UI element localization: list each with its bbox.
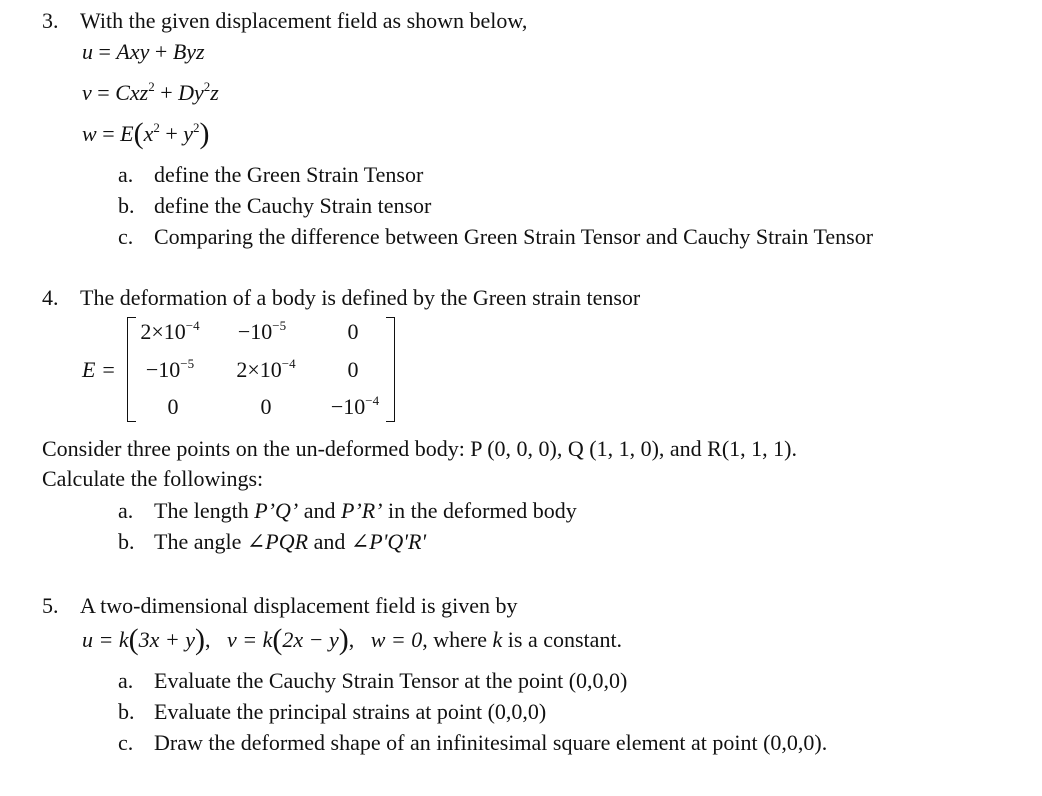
q3-item-c-text: Comparing the difference between Green Strain Tensor and Cauchy Strain Tensor xyxy=(154,224,874,249)
q3-eq-w-exp1: 2 xyxy=(153,120,160,135)
q3-eq-w-y: y xyxy=(183,121,194,146)
q3-eq-v-exp1: 2 xyxy=(148,79,155,94)
q4-item-a-text: The length P’Q’ and P’R’ in the deformed body xyxy=(154,498,577,523)
q3-eq-v-exp2: 2 xyxy=(203,79,211,94)
q5-item-b-text: Evaluate the principal strains at point (0,0,0) xyxy=(154,699,547,724)
q4-number: 4. xyxy=(42,285,59,310)
q5-number: 5. xyxy=(42,593,59,618)
q3-item-c-label: c. xyxy=(118,224,134,249)
q3-eq-w-e: E xyxy=(120,121,134,146)
q4-item-b-label: b. xyxy=(118,529,135,554)
q3-intro: With the given displacement field as shown below, xyxy=(80,8,528,33)
q3-eq-v-plus: + xyxy=(160,80,173,105)
q4-item-a-label: a. xyxy=(118,498,134,523)
q3-eq-v-z: z xyxy=(210,80,219,105)
matrix-cell: $-10^{-4}$ xyxy=(330,393,380,419)
q3-eq-u-plus: + xyxy=(154,39,168,64)
q3-eq-u-term-a: Axy xyxy=(116,39,150,64)
q3-eq-w-lhs: w xyxy=(82,121,97,146)
q3-eq-v: v = Cxz$^2$ + Dy$^2$z xyxy=(82,79,219,105)
matrix-cell: $2\times 10^{-4}$ xyxy=(140,318,200,344)
q3-item-a-text: define the Green Strain Tensor xyxy=(154,162,424,187)
q3-eq-u: u = Axy + Byz xyxy=(82,39,205,64)
matrix-cell: 0 xyxy=(347,357,359,382)
q3-eq-w-exp2: 2 xyxy=(193,120,200,135)
q3-number: 3. xyxy=(42,8,59,33)
q3-eq-w-x: x xyxy=(143,121,154,146)
q5-item-a-text: Evaluate the Cauchy Strain Tensor at the point (0,0,0) xyxy=(154,668,628,693)
matrix-cell: 0 xyxy=(347,319,359,344)
q4-intro: The deformation of a body is defined by the Green strain tensor xyxy=(80,285,641,310)
q4-item-b-text: The angle ∠PQR and ∠P'Q'R' xyxy=(154,529,427,554)
matrix-cell: 0 xyxy=(167,394,179,419)
q3-item-b-label: b. xyxy=(118,193,135,218)
q5-item-a-label: a. xyxy=(118,668,134,693)
q4-matrix-lhs: E = xyxy=(82,357,116,382)
q5-item-b-label: b. xyxy=(118,699,135,724)
q3-eq-u-term-b: Byz xyxy=(172,39,205,64)
q3-eq-v-term-d: Dy xyxy=(178,80,204,105)
q3-item-a-label: a. xyxy=(118,162,134,187)
q3-eq-u-lhs: u xyxy=(82,39,93,64)
q4-points-text: Consider three points on the un-deformed body: P (0, 0, 0), Q (1, 1, 0), and R(1, 1, 1). xyxy=(42,436,798,461)
q5-intro: A two-dimensional displacement field is given by xyxy=(80,593,518,618)
q3-eq-v-term-c: Cxz xyxy=(115,80,149,105)
q5-equation: u = k(3x + y), v = k(2x − y), w = 0, where k is a constant. xyxy=(82,623,623,656)
matrix-cell: $2\times 10^{-4}$ xyxy=(236,356,296,382)
matrix-cell: $-10^{-5}$ xyxy=(237,318,287,344)
q4-calc-text: Calculate the followings: xyxy=(42,466,264,491)
q5-item-c-label: c. xyxy=(118,730,134,755)
q3-eq-w: $w = E(x^2 + y^2)$ xyxy=(82,117,210,150)
q5-item-c-text: Draw the deformed shape of an infinitesimal square element at point (0,0,0). xyxy=(154,730,828,755)
q3-eq-v-lhs: v xyxy=(82,80,92,105)
matrix-cell: 0 xyxy=(260,394,272,419)
q3-eq-w-plus: + xyxy=(165,121,178,146)
q3-item-b-text: define the Cauchy Strain tensor xyxy=(154,193,432,218)
matrix-cell: $-10^{-5}$ xyxy=(145,356,195,382)
